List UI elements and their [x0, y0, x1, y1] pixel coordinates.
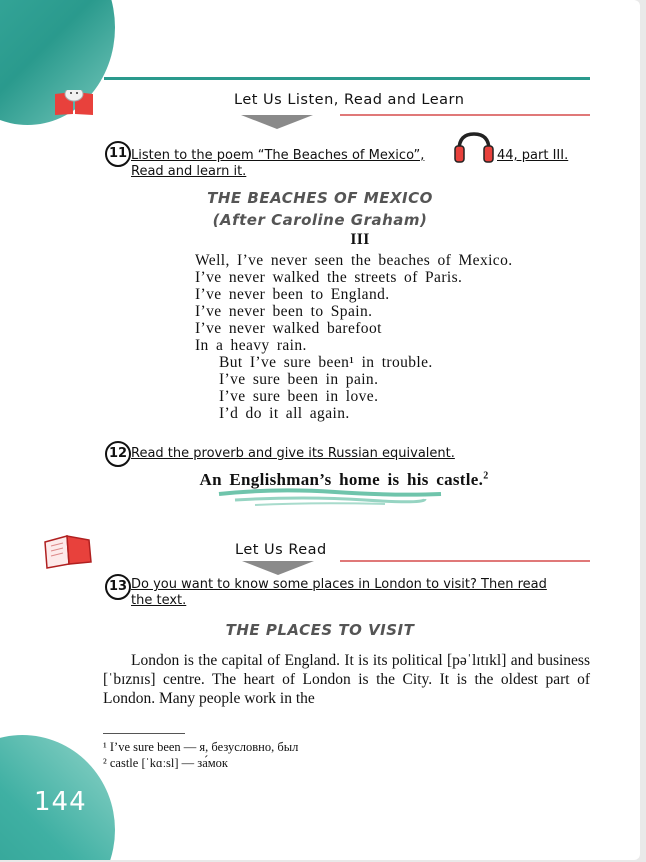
- headphones-icon[interactable]: [453, 132, 495, 164]
- poem-part: III: [350, 231, 370, 248]
- green-brush-decoration: [215, 486, 445, 508]
- footnote-rule: [103, 733, 185, 734]
- task-12-instructions: [131, 446, 455, 462]
- task-13-line2: [131, 593, 186, 609]
- task-11-track: [497, 148, 568, 164]
- poem-line: I’ve sure been in pain.: [219, 371, 379, 388]
- task-12-text: Read the proverb and give its Russian equivalent.: [131, 446, 455, 461]
- footnote-2: ² castle [ˈkɑːsl] — за́мок: [103, 756, 229, 770]
- section-red-line-2: [340, 560, 590, 562]
- section-arrow: [241, 115, 313, 129]
- poem-subtitle: (After Caroline Graham): [212, 211, 428, 229]
- poem-line: I’ve never walked the streets of Paris.: [195, 269, 463, 286]
- task-11-instructions: [131, 148, 424, 164]
- track-number: 44, part III.: [497, 148, 569, 163]
- text-paragraph: London is the capital of England. It is its political [pəˈlɪtɪkl] and business [ˈbɪznɪs] centre. The heart of London is the City. It is the oldest part of London. Many people work in the: [103, 652, 590, 707]
- section-arrow-2: [242, 561, 314, 575]
- section-red-line: [340, 114, 590, 116]
- open-book-icon: [43, 532, 93, 570]
- poem-line: I’ve never walked barefoot: [195, 320, 382, 337]
- task-13-line1: [131, 577, 547, 593]
- proverb-text: An Englishman’s home is his castle.: [199, 470, 484, 489]
- task-13-text-2: the text.: [131, 593, 187, 608]
- task-number-12: 12: [105, 441, 131, 467]
- header-rule: [104, 77, 590, 80]
- poem-line: I’ve never been to England.: [195, 286, 390, 303]
- poem-line: I’d do it all again.: [219, 405, 350, 422]
- task-11-line2-text: Read and learn it.: [131, 164, 247, 179]
- proverb-footnote-mark: 2: [483, 470, 489, 482]
- poem-title: THE BEACHES OF MEXICO: [207, 189, 433, 207]
- task-11-text: Listen to the poem “The Beaches of Mexico”,: [131, 148, 425, 163]
- section-title-read: Let Us Read: [235, 542, 327, 558]
- task-13-text: Do you want to know some places in London to visit? Then read: [131, 577, 547, 592]
- page-number: 144: [34, 787, 87, 817]
- poem-line: But I’ve sure been¹ in trouble.: [219, 354, 433, 371]
- task-number-13: 13: [105, 574, 131, 600]
- poem-line: I’ve sure been in love.: [219, 388, 379, 405]
- task-number-11: 11: [105, 141, 131, 167]
- reading-book-icon: [53, 90, 95, 116]
- poem-line: Well, I’ve never seen the beaches of Mexico.: [195, 252, 513, 269]
- section-title-listen: Let Us Listen, Read and Learn: [234, 92, 465, 108]
- task-11-line2: [131, 164, 246, 180]
- poem-line: In a heavy rain.: [195, 337, 307, 354]
- text-title: THE PLACES TO VISIT: [225, 621, 415, 639]
- footnote-1: ¹ I’ve sure been — я, безусловно, был: [103, 740, 299, 754]
- poem-line: I’ve never been to Spain.: [195, 303, 373, 320]
